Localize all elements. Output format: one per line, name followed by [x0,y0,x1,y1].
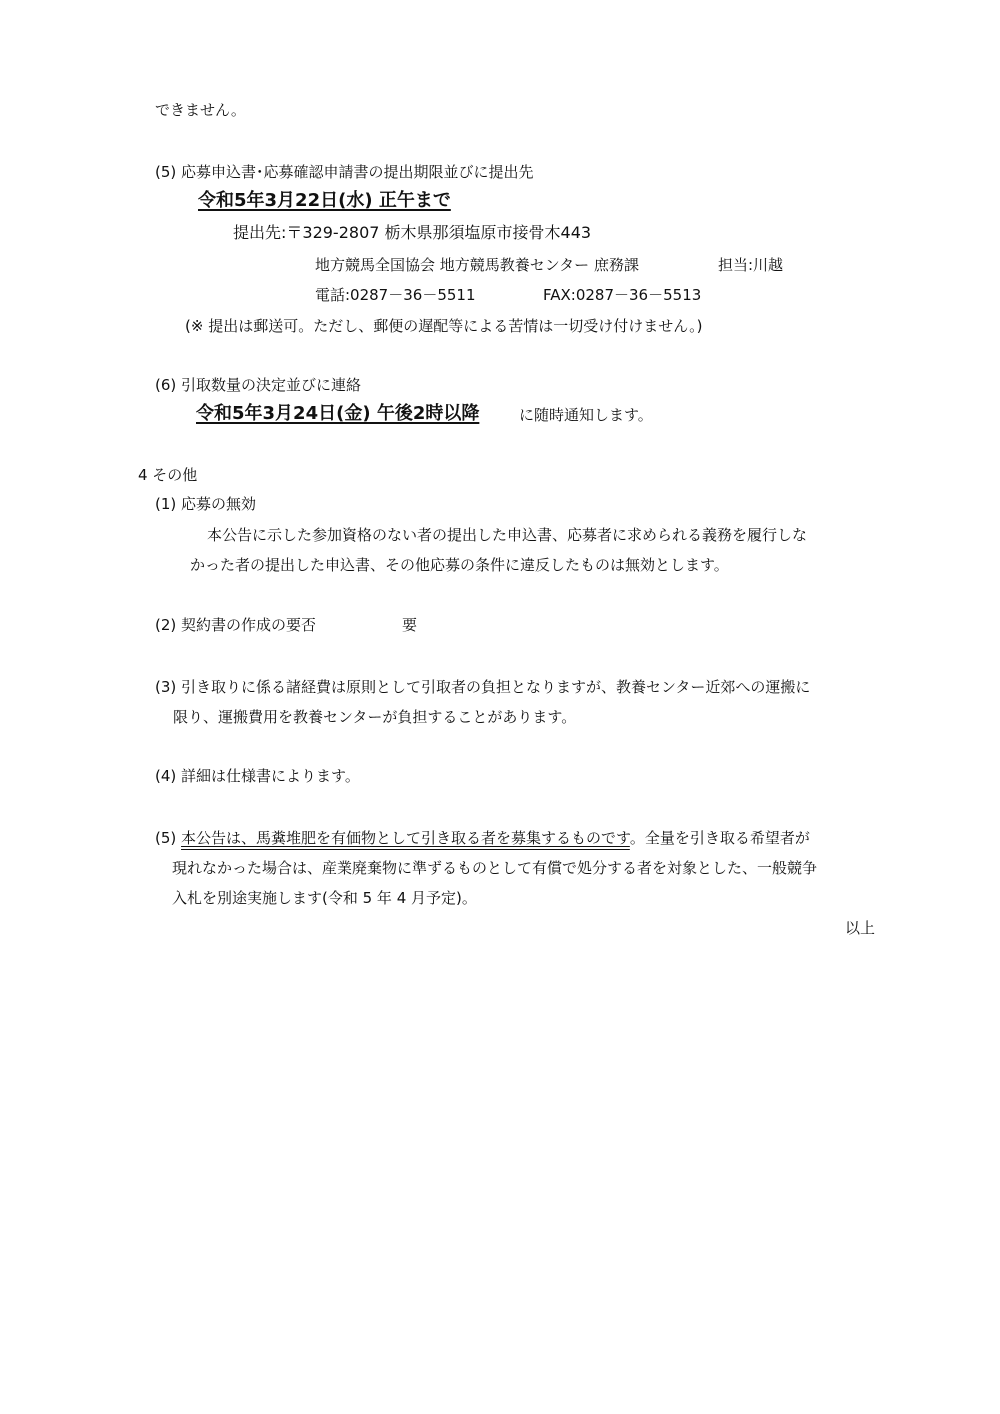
submission-office: 地方競馬全国協会 地方競馬教養センター 庶務課 [315,256,639,274]
intro-line: できません。 [155,101,246,119]
phone-number: 電話:0287－36－5511 [315,286,476,304]
item-5-underlined-text: 本公告は、馬糞堆肥を有価物として引き取る者を募集するものです [181,829,630,847]
item-5-number: (5) [155,829,177,847]
mail-note: (※ 提出は郵送可。ただし、郵便の遅配等による苦情は一切受け付けません。) [185,317,703,335]
submission-deadline: 令和5年3月22日(水) 正午まで [198,190,451,211]
item-5-line-2: 現れなかった場合は、産業廃棄物に準ずるものとして有償で処分する者を対象とした、一般競争 [172,859,818,877]
contact-person: 担当:川越 [718,256,784,274]
fax-number: FAX:0287－36－5513 [543,286,702,304]
item-5-rest: 。全量を引き取る希望者が [629,829,810,847]
item-2-value: 要 [402,616,418,634]
item-1-line-1: 本公告に示した参加資格のない者の提出した申込書、応募者に求められる義務を履行しな [207,526,808,544]
submission-address: 提出先:〒329-2807 栃木県那須塩原市接骨木443 [233,223,592,242]
item-5-line-3: 入札を別途実施します(令和 5 年 4 月予定)。 [172,889,477,907]
section-5-heading: (5) 応募申込書･応募確認申請書の提出期限並びに提出先 [155,163,534,181]
notification-suffix: に随時通知します。 [519,406,653,424]
item-1-heading: (1) 応募の無効 [155,495,257,513]
item-3-line-2: 限り、運搬費用を教養センターが負担することがあります。 [173,708,577,726]
closing-word: 以上 [845,919,876,937]
notification-date: 令和5年3月24日(金) 午後2時以降 [196,403,480,424]
item-3-line-1: (3) 引き取りに係る諸経費は原則として引取者の負担となりますが、教養センター近郊への運搬に [155,678,811,696]
section-6-heading: (6) 引取数量の決定並びに連絡 [155,376,362,394]
item-1-line-2: かった者の提出した申込書、その他応募の条件に違反したものは無効とします。 [190,556,729,574]
section-4-heading: 4 その他 [138,466,198,484]
item-4: (4) 詳細は仕様書によります。 [155,767,360,785]
item-5-line-1 [155,828,810,848]
item-2-heading: (2) 契約書の作成の要否 [155,616,317,634]
